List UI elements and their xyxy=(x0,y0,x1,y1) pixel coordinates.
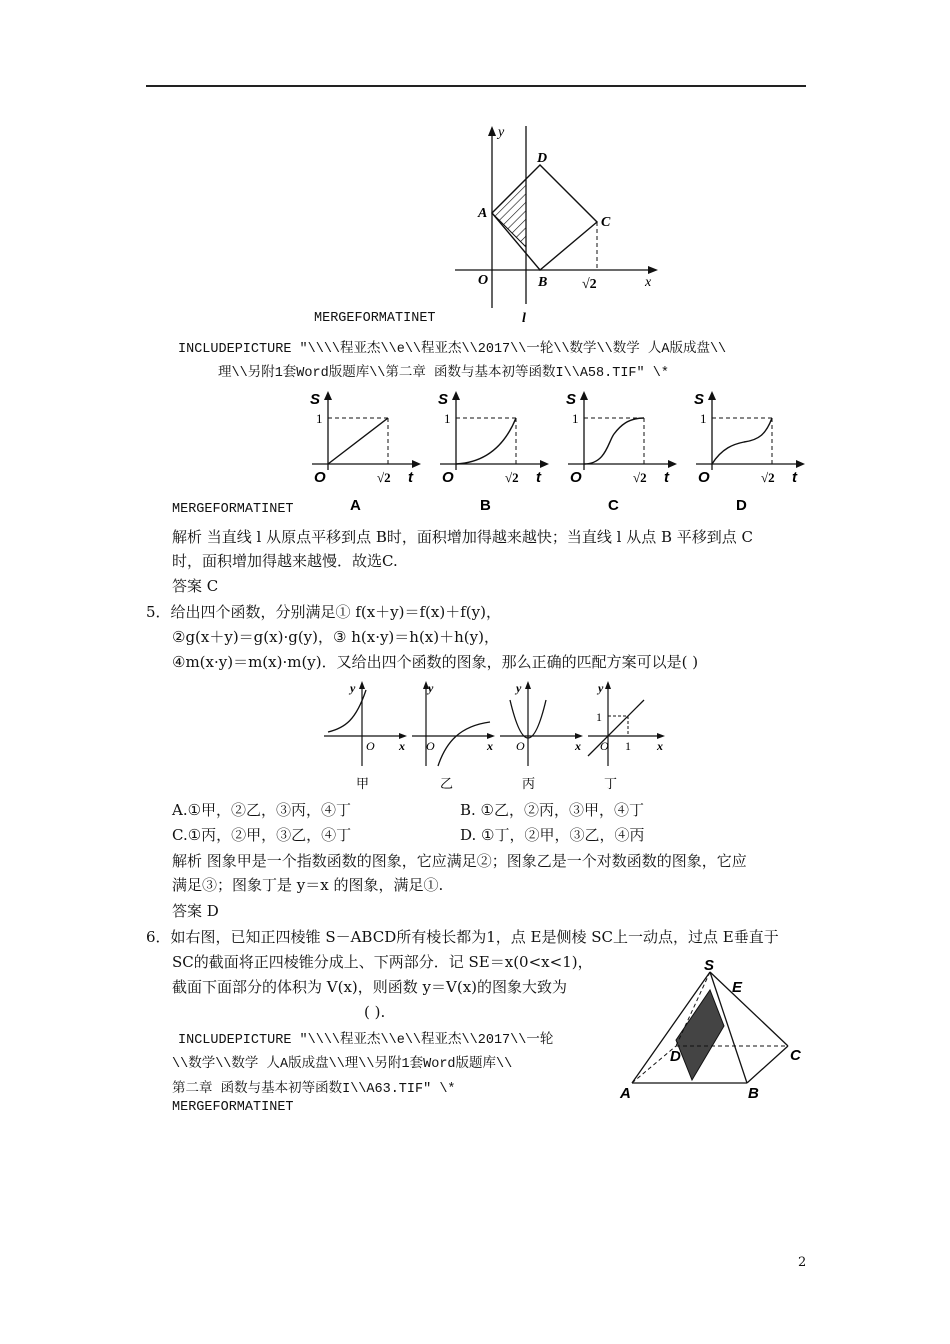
pyramid-label-c: C xyxy=(790,1047,801,1064)
st-label-s: S xyxy=(438,391,449,408)
st-label-t: t xyxy=(536,469,541,486)
pyramid-label-d: D xyxy=(670,1048,681,1065)
st-caption-b: B xyxy=(480,497,491,514)
label-l: l xyxy=(522,311,526,326)
page-number: 2 xyxy=(798,1255,807,1270)
st-label-sqrt2: √2 xyxy=(377,470,391,485)
st-label-one: 1 xyxy=(316,411,323,426)
q6-stem-line1: 6．如右图，已知正四棱锥 S－ABCD所有棱长都为1，点 E是侧棱 SC上一动点，过点 E垂直于 xyxy=(146,928,779,946)
q5-label-one: 1 xyxy=(596,710,602,724)
cross-section xyxy=(676,990,724,1080)
caption-ding: 丁 xyxy=(604,776,618,791)
q5-label-o: O xyxy=(366,739,375,753)
q5-label-x: x xyxy=(487,739,493,753)
st-graph-c xyxy=(568,391,677,470)
label-y: y xyxy=(498,125,505,140)
q6-stem-line4: ( ). xyxy=(364,1003,386,1021)
graph-yi xyxy=(412,681,495,766)
label-b: B xyxy=(538,275,548,290)
q6-stem-line2: SC的截面将正四棱锥分成上、下两部分．记 SE＝x(0<x<1)， xyxy=(172,953,593,971)
st-caption-c: C xyxy=(608,497,619,514)
q5-label-one: 1 xyxy=(625,739,631,753)
pyramid-label-s: S xyxy=(704,958,715,974)
st-label-s: S xyxy=(566,391,577,408)
label-c: C xyxy=(601,215,611,230)
st-caption-a: A xyxy=(350,497,361,514)
mergeformat-1: MERGEFORMATINET xyxy=(314,311,436,326)
caption-yi: 乙 xyxy=(440,776,454,791)
st-label-sqrt2: √2 xyxy=(633,470,647,485)
st-label-one: 1 xyxy=(572,411,579,426)
graph-jia xyxy=(324,681,407,766)
label-x: x xyxy=(645,275,652,290)
st-graph-b xyxy=(440,391,549,470)
q5-label-o: O xyxy=(600,739,609,753)
q5-label-y: y xyxy=(516,681,522,695)
st-label-t: t xyxy=(792,469,797,486)
q5-label-o: O xyxy=(426,739,435,753)
q5-option-d: D. ①丁，②甲，③乙，④丙 xyxy=(460,826,645,844)
q5-stem-line3: ④m(x·y)＝m(x)·m(y)．又给出四个函数的图象，那么正确的匹配方案可以是( ) xyxy=(172,653,699,671)
st-label-one: 1 xyxy=(444,411,451,426)
st-label-s: S xyxy=(310,391,321,408)
label-sqrt2: √2 xyxy=(582,277,597,292)
st-label-t: t xyxy=(408,469,413,486)
graph-bing xyxy=(500,681,583,766)
include-picture-2b: \\数学\\数学 人A版成盘\\理\\另附1套Word版题库\\ xyxy=(172,1057,513,1072)
q5-analysis-line1: 解析 图象甲是一个指数函数的图象，它应满足②；图象乙是一个对数函数的图象，它应 xyxy=(172,852,747,870)
q5-option-b: B. ①乙，②丙，③甲，④丁 xyxy=(460,801,645,819)
st-label-s: S xyxy=(694,391,705,408)
q5-label-y: y xyxy=(428,681,434,695)
q5-label-y: y xyxy=(598,681,604,695)
q5-label-x: x xyxy=(575,739,581,753)
square-figure xyxy=(440,118,670,330)
q4-analysis-line2: 时，面积增加得越来越慢．故选C. xyxy=(172,552,398,570)
mergeformat-3: MERGEFORMATINET xyxy=(172,1100,294,1115)
st-label-one: 1 xyxy=(700,411,707,426)
include-picture-1a: INCLUDEPICTURE "\\\\程亚杰\\e\\程亚杰\\2017\\一轮\\数学\\数学 人A版成盘\\ xyxy=(178,342,727,357)
caption-jia: 甲 xyxy=(356,776,370,791)
include-picture-1b: 理\\另附1套Word版题库\\第二章 函数与基本初等函数I\\A58.TIF" \* xyxy=(218,366,669,381)
q5-graphs xyxy=(320,676,666,796)
q5-label-x: x xyxy=(399,739,405,753)
q5-label-x: x xyxy=(657,739,663,753)
q5-option-a: A.①甲，②乙，③丙，④丁 xyxy=(172,801,352,819)
q5-analysis-line2: 满足③；图象丁是 y＝x 的图象，满足①. xyxy=(172,876,444,894)
pyramid-label-b: B xyxy=(748,1085,759,1102)
q5-stem-line1: 5．给出四个函数，分别满足① f(x＋y)＝f(x)＋f(y)， xyxy=(146,603,501,621)
st-label-sqrt2: √2 xyxy=(761,470,775,485)
q5-label-y: y xyxy=(350,681,356,695)
st-graph-d xyxy=(696,391,805,470)
st-label-t: t xyxy=(664,469,669,486)
q4-analysis-line1: 解析 当直线 l 从原点平移到点 B时，面积增加得越来越快；当直线 l 从点 B 平移到点 C xyxy=(172,528,754,546)
st-caption-d: D xyxy=(736,497,747,514)
st-graphs xyxy=(300,388,810,518)
st-label-o: O xyxy=(442,469,454,486)
q6-stem-line3: 截面下面部分的体积为 V(x)，则函数 y＝V(x)的图象大致为 xyxy=(172,978,568,996)
q5-answer: 答案 D xyxy=(172,902,219,920)
st-label-o: O xyxy=(314,469,326,486)
include-picture-2a: INCLUDEPICTURE "\\\\程亚杰\\e\\程亚杰\\2017\\一轮 xyxy=(178,1033,554,1048)
caption-bing: 丙 xyxy=(522,776,536,791)
pyramid-label-e: E xyxy=(732,979,743,996)
st-graph-a xyxy=(312,391,421,470)
label-a: A xyxy=(478,206,488,221)
include-picture-2c: 第二章 函数与基本初等函数I\\A63.TIF" \* xyxy=(172,1082,456,1097)
label-d: D xyxy=(537,151,548,166)
header-rule xyxy=(146,85,806,87)
pyramid-label-a: A xyxy=(620,1085,631,1102)
q5-label-o: O xyxy=(516,739,525,753)
q5-stem-line2: ②g(x＋y)＝g(x)·g(y)，③ h(x·y)＝h(x)＋h(y)， xyxy=(172,628,499,646)
q4-answer: 答案 C xyxy=(172,577,219,595)
st-label-sqrt2: √2 xyxy=(505,470,519,485)
mergeformat-2: MERGEFORMATINET xyxy=(172,502,294,517)
pyramid-figure xyxy=(612,958,812,1108)
q5-option-c: C.①丙，②甲，③乙，④丁 xyxy=(172,826,352,844)
hatched-region xyxy=(492,179,526,247)
st-label-o: O xyxy=(570,469,582,486)
st-label-o: O xyxy=(698,469,710,486)
label-o: O xyxy=(478,273,489,288)
